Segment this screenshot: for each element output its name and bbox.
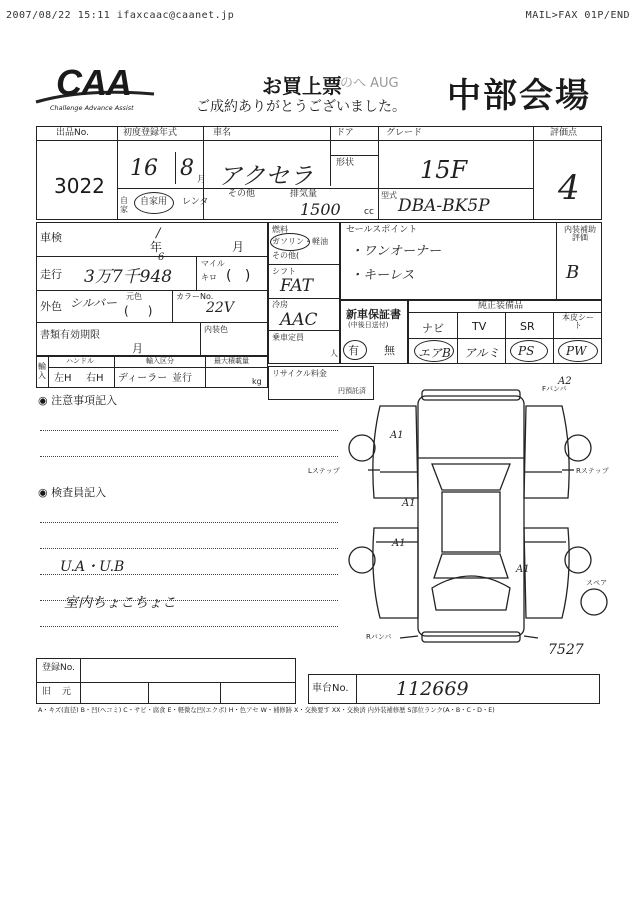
chassis-label: 車台No. [312, 683, 349, 694]
fuel-options: ガソリン・軽油 [272, 237, 328, 246]
lot-no-value: 3022 [54, 174, 105, 198]
sales-point-2: ・キーレス [350, 268, 415, 283]
capacity-label: 乗車定員 [272, 333, 304, 342]
lot-no-label: 出品No. [56, 128, 89, 138]
doc-title: お買上票 [262, 74, 342, 98]
damage-mark-3: A1 [392, 538, 406, 549]
logo-tagline: Challenge Advance Assist [50, 104, 134, 112]
import-label: 輸入区分 [146, 357, 174, 365]
remarks-line-1: U.A・U.B [60, 559, 125, 575]
color-label: 外色 [40, 300, 62, 313]
eval-score-value: 4 [558, 168, 580, 208]
warranty-sub: (中後日送付) [348, 321, 389, 329]
navi-label: ナビ [422, 322, 444, 335]
interior-grade-value: B [566, 262, 580, 283]
warranty-yes-circle [343, 340, 367, 360]
r-step-label: Rステップ [576, 467, 609, 475]
thanks-message: ご成約ありがとうございました。 [196, 99, 406, 115]
car-damage-diagram [308, 376, 630, 650]
dealer-label: ディーラー [118, 373, 168, 384]
former-label: 旧 [42, 687, 52, 697]
inspector-heading: ◉ 検査員記入 [38, 486, 107, 499]
equip-ps: PS [518, 344, 535, 358]
orig-label: 元 [62, 687, 72, 697]
color-no-value: 22V [206, 300, 234, 316]
inner-color-label: 内装色 [204, 325, 228, 334]
damage-legend: A・キズ(直径) B・凹(へコミ) C・サビ・腐食 E・軽微な凹(エクボ) H・色アセ W・補修跡 X・交換要す XX・交換済 内外装補修歴 S部位ランク(A・B・C・D・E) [38, 707, 495, 714]
aircon-label: 冷房 [272, 300, 288, 309]
weight-label: 最大積載量 [214, 357, 249, 365]
r-bumper-label: Rバンパ [366, 633, 392, 641]
airbag-circle [414, 340, 454, 362]
doc-expiry-month: 月 [132, 342, 143, 355]
shift-value: FAT [280, 276, 314, 296]
mileage-label: 走行 [40, 268, 62, 281]
equip-airbag: エアB [418, 346, 451, 360]
shift-label: シフト [272, 267, 296, 276]
mileage-value: 3万7千948 [84, 267, 173, 287]
shaken-month-unit: 月 [232, 240, 245, 254]
tv-label: TV [472, 320, 487, 333]
damage-mark-1: A1 [390, 430, 404, 441]
type-label: 型式 [381, 191, 397, 200]
model-label: 形状 [336, 158, 355, 168]
fax-header-right: MAIL>FAX 01P/END [525, 10, 630, 21]
doc-expiry-label: 書類有効期限 [40, 330, 100, 341]
use-label: 自家用 [140, 197, 168, 207]
pw-circle [558, 340, 598, 362]
fuel-label: 燃料 [272, 225, 288, 234]
handwritten-number: 7527 [548, 642, 584, 658]
parallel-label: 並行 [172, 373, 192, 384]
warranty-yes: 有 [348, 344, 359, 357]
color-no-label: カラーNo. [176, 292, 214, 301]
warranty-no: 無 [384, 344, 395, 357]
damage-mark-2: A1 [402, 498, 416, 509]
reg-month-value: 8 [180, 156, 194, 181]
venue-name: 中部会場 [447, 76, 591, 116]
shaken-label: 車検 [40, 231, 62, 244]
shaken-year-unit: 年 [150, 240, 163, 254]
kg-unit: kg [252, 377, 262, 386]
model-code-value: DBA-BK5P [398, 196, 490, 216]
other-label: その他 [228, 189, 256, 199]
use-circle [134, 192, 174, 214]
reg-no-label: 登録No. [42, 663, 75, 673]
eval-label: 評価点 [550, 128, 578, 138]
equip-alloy: アルミ [464, 346, 500, 360]
damage-mark-4: A1 [516, 564, 530, 575]
genuine-label: 純正装備品 [478, 301, 524, 311]
l-step-label: Lステップ [308, 467, 340, 475]
logo-text: CAA [56, 62, 131, 103]
km-unit: キロ [201, 273, 217, 282]
displacement-value: 1500 [300, 200, 341, 219]
mile-unit: マイル [201, 259, 225, 268]
car-outline-icon [340, 385, 630, 650]
car-name-value: アクセラ [218, 162, 314, 190]
displacement-label: 排気量 [290, 189, 318, 199]
car-name-label: 車名 [213, 128, 232, 138]
mileage-correction: 6 [158, 252, 165, 263]
caa-logo [34, 64, 164, 114]
sr-label: SR [520, 320, 535, 333]
cc-label: cc [364, 207, 374, 217]
warranty-label: 新車保証書 [346, 308, 401, 321]
handle-label: ハンドル [66, 357, 94, 365]
ps-circle [510, 340, 548, 362]
fax-header-left: 2007/08/22 15:11 ifaxcaac@caanet.jp [6, 10, 235, 21]
month-unit: 月 [197, 175, 207, 185]
date-stamp: のへ AUG [340, 76, 399, 91]
first-reg-label: 初度登録年式 [123, 128, 178, 138]
orig-color-label: 元色 [126, 292, 142, 301]
sales-point-label: セールスポイント [346, 225, 418, 235]
left-handle-label: 左H [54, 373, 72, 384]
recycle-label: リサイクル料金 [272, 369, 327, 378]
equip-pw: PW [566, 344, 587, 358]
reg-year-value: 16 [130, 156, 158, 181]
remarks-line-2: 室内ちょこちょこ [64, 595, 176, 611]
person-unit: 人 [330, 349, 338, 358]
registration-box [36, 658, 296, 704]
damage-mark-5: A2 [558, 376, 572, 387]
rental-label: レンタ [182, 197, 209, 207]
recycle-paid-label: 円預託済 [338, 387, 366, 395]
right-handle-label: 右H [86, 373, 104, 384]
attention-heading: ◉ 注意事項記入 [38, 394, 118, 407]
color-value: シルバー [70, 296, 117, 310]
fuel-other-label: その他( [272, 251, 300, 260]
chassis-no-value: 112669 [396, 678, 469, 700]
door-label: ドア [336, 128, 354, 138]
leather-label: 本皮シート [562, 313, 594, 330]
spare-label: スペア [586, 579, 607, 587]
sales-point-1: ・ワンオーナー [350, 244, 442, 259]
interior-points-label: 内装補助評価 [564, 225, 596, 242]
f-bumper-label: Fバンパ [542, 385, 567, 393]
aircon-value: AAC [280, 310, 318, 330]
gasoline-circle [270, 233, 310, 251]
grade-label: グレード [386, 128, 423, 138]
grade-value: 15F [420, 156, 468, 184]
